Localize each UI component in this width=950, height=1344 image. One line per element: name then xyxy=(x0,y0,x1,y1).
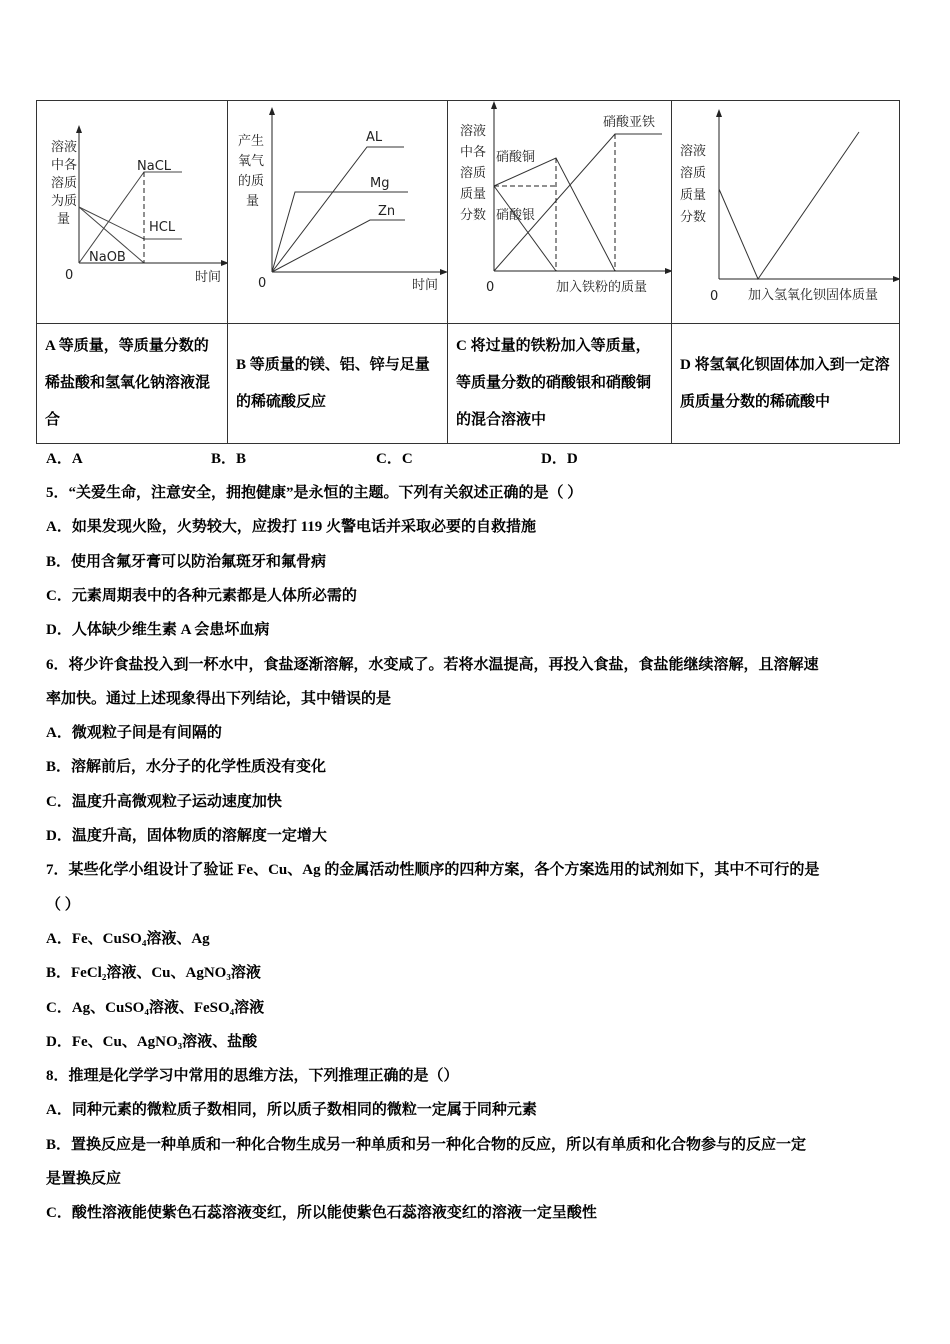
series-label: NaOB xyxy=(89,250,126,265)
y-label: 溶质 xyxy=(460,166,487,181)
origin-label: 0 xyxy=(486,280,495,295)
y-label: 的质 xyxy=(238,174,265,189)
y-label: 溶质 xyxy=(680,166,707,181)
answer-option[interactable]: A．微观粒子间是有间隔的 xyxy=(46,725,222,742)
answer-option[interactable]: C．酸性溶液能使紫色石蕊溶液变红，所以能使紫色石蕊溶液变红的溶液一定呈酸性 xyxy=(46,1205,597,1222)
answer-option[interactable]: D．温度升高，固体物质的溶解度一定增大 xyxy=(46,828,327,844)
option-b[interactable]: B．B xyxy=(211,451,247,467)
answer-option[interactable]: A．Fe、CuSO₄溶液、Ag xyxy=(46,930,210,947)
y-label: 分数 xyxy=(460,208,487,223)
y-label: 质量 xyxy=(460,187,487,202)
answer-option[interactable]: B．置换反应是一种单质和一种化合物生成另一种单质和另一种化合物的反应，所以有单质和化合物参与的反应一定 xyxy=(46,1136,807,1153)
series-label: 硝酸银 xyxy=(496,208,536,223)
y-label: 溶液 xyxy=(460,124,487,139)
figure-table xyxy=(36,100,900,444)
answer-option[interactable]: B．使用含氟牙膏可以防治氟斑牙和氟骨病 xyxy=(46,553,327,570)
y-label: 产生 xyxy=(238,134,265,149)
question-stem: 8．推理是化学学习中常用的思维方法，下列推理正确的是（） xyxy=(46,1068,459,1085)
question-stem: 6．将少许食盐投入到一杯水中，食盐逐渐溶解，水变咸了。若将水温提高，再投入食盐，食盐能继续溶解，且溶解速 xyxy=(46,656,819,673)
series-label: 硝酸亚铁 xyxy=(603,115,656,130)
series-label: Mg xyxy=(370,176,390,191)
answer-option[interactable]: A．同种元素的微粒质子数相同，所以质子数相同的微粒一定属于同种元素 xyxy=(46,1102,537,1119)
option-d[interactable]: D．D xyxy=(541,451,578,467)
q4-options xyxy=(46,447,706,468)
y-label: 分数 xyxy=(680,210,707,225)
answer-option[interactable]: D．人体缺少维生素 A 会患坏血病 xyxy=(46,622,270,639)
y-label: 中各 xyxy=(51,158,78,173)
answer-option[interactable]: B．FeCl₂溶液、Cu、AgNO₃溶液 xyxy=(46,965,261,982)
series-label: NaCL xyxy=(137,159,172,174)
y-label: 溶质 xyxy=(51,176,78,191)
chart-d xyxy=(672,101,899,323)
y-label: 量 xyxy=(246,194,260,209)
answer-option[interactable]: C．Ag、CuSO₄溶液、FeSO₄溶液 xyxy=(46,999,265,1016)
answer-option[interactable]: C．元素周期表中的各种元素都是人体所必需的 xyxy=(46,587,357,604)
x-label: 加入氢氧化钡固体质量 xyxy=(748,288,879,303)
option-c[interactable]: C．C xyxy=(376,451,413,467)
x-label: 时间 xyxy=(195,270,222,285)
caption-d: D 将氢氧化钡固体加入到一定溶质质量分数的稀硫酸中 xyxy=(680,356,890,410)
caption-a: A 等质量，等质量分数的稀盐酸和氢氧化钠溶液混合 xyxy=(45,338,211,428)
series-label: HCL xyxy=(149,220,176,235)
origin-label: 0 xyxy=(710,289,719,304)
y-label: 氧气 xyxy=(238,154,265,169)
question-stem: 7．某些化学小组设计了验证 Fe、Cu、Ag 的金属活动性顺序的四种方案，各个方案选用的试剂如下，其中不可行的是 xyxy=(46,862,820,879)
origin-label: 0 xyxy=(258,276,267,291)
y-label: 溶液 xyxy=(51,140,78,155)
chart-c xyxy=(448,101,671,323)
option-a[interactable]: A．A xyxy=(46,451,83,467)
series-label: 硝酸铜 xyxy=(496,150,536,165)
question-stem: 率加快。通过上述现象得出下列结论，其中错误的是 xyxy=(46,690,392,707)
chart-b xyxy=(228,101,447,323)
x-label: 时间 xyxy=(412,278,439,293)
answer-option[interactable]: D．Fe、Cu、AgNO₃溶液、盐酸 xyxy=(46,1033,258,1050)
x-label: 加入铁粉的质量 xyxy=(556,280,648,295)
y-label: 溶液 xyxy=(680,144,707,159)
y-label: 质量 xyxy=(680,188,707,203)
answer-option[interactable]: B．溶解前后，水分子的化学性质没有变化 xyxy=(46,759,327,776)
y-label: 为质 xyxy=(51,194,78,209)
chart-a xyxy=(37,101,227,323)
answer-option[interactable]: C．温度升高微观粒子运动速度加快 xyxy=(46,793,282,810)
caption-c: C 将过量的铁粉加入等质量，等质量分数的硝酸银和硝酸铜的混合溶液中 xyxy=(456,338,652,428)
y-label: 量 xyxy=(57,212,71,227)
question-stem: （ ） xyxy=(46,896,80,913)
answer-option[interactable]: 是置换反应 xyxy=(46,1171,122,1187)
series-label: AL xyxy=(366,130,383,145)
origin-label: 0 xyxy=(65,268,74,283)
series-label: Zn xyxy=(378,204,396,219)
question-stem: 5．“关爱生命，注意安全，拥抱健康”是永恒的主题。下列有关叙述正确的是（ ） xyxy=(46,485,583,501)
y-label: 中各 xyxy=(460,145,487,160)
answer-option[interactable]: A．如果发现火险，火势较大，应拨打 119 火警电话并采取必要的自救措施 xyxy=(46,519,537,536)
caption-b: B 等质量的镁、铝、锌与足量的稀硫酸反应 xyxy=(236,356,430,410)
